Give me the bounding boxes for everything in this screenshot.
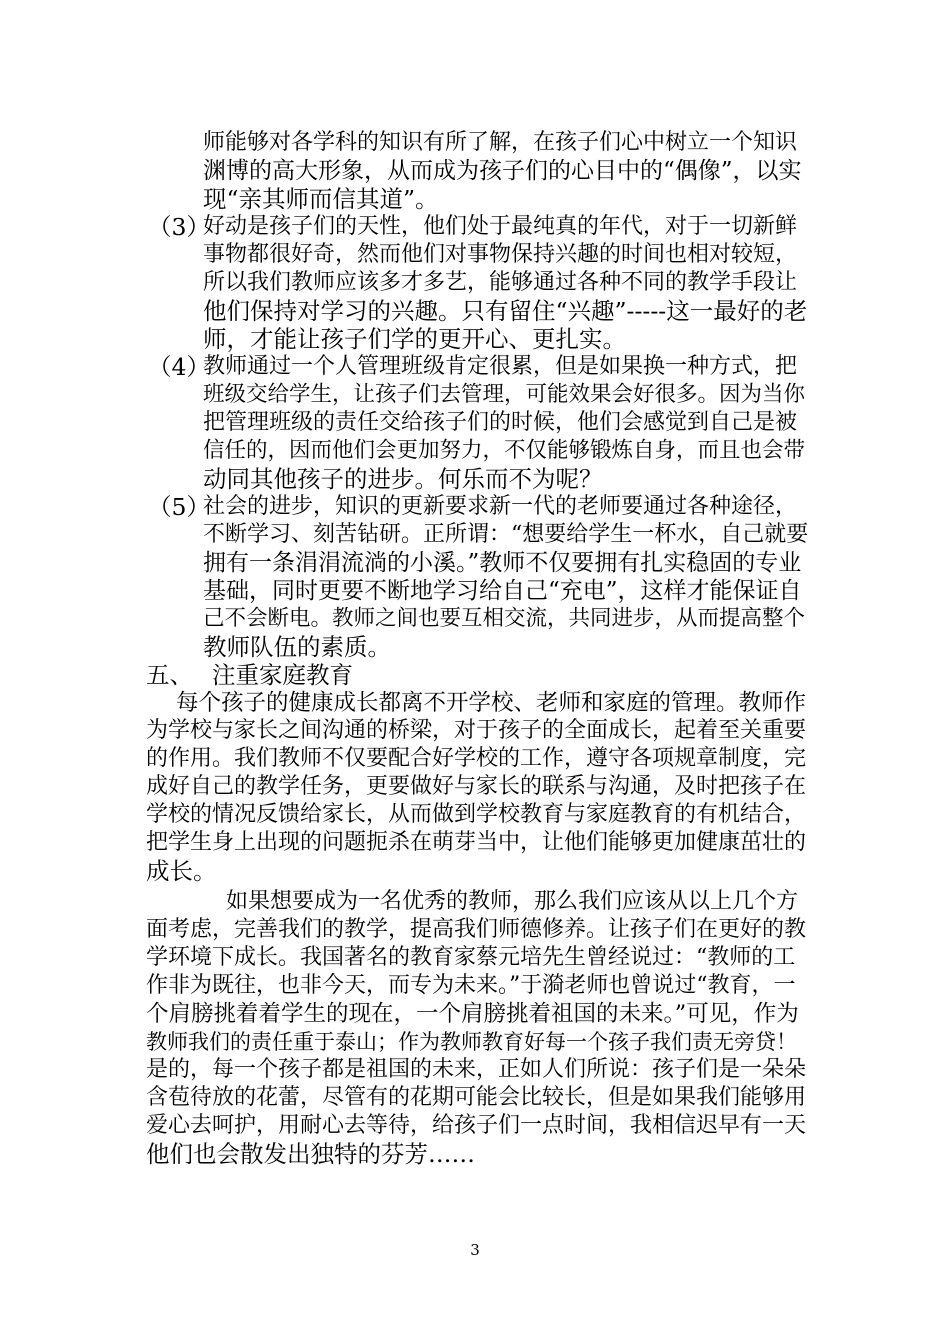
text-line: 成好自己的教学任务，更要做好与家长的联系与沟通，及时把孩子在 [146, 774, 807, 799]
text-line: 的作用。我们教师不仅要配合好学校的工作，遵守各项规章制度，完 [146, 746, 807, 771]
text-line: 含苞待放的花蕾，尽管有的花期可能会比较长，但是如果我们能够用 [146, 1085, 807, 1110]
text-line: 基础，同时更要不断地学习给自己“充电”，这样才能保证自 [203, 578, 802, 604]
text-line: 把学生身上出现的问题扼杀在萌芽当中，让他们能够更加健康茁壮的 [146, 830, 807, 855]
text-line: 他们保持对学习的兴趣。只有留住“兴趣”-----这一最好的老 [203, 297, 808, 325]
text-line: 他们也会散发出独特的芬芳…… [146, 1140, 475, 1168]
text-line: 现“亲其师而信其道”。 [203, 185, 439, 213]
text-line: 拥有一条涓涓流淌的小溪。”教师不仅要拥有扎实稳固的专业 [203, 550, 802, 576]
text-line: 师能够对各学科的知识有所了解，在孩子们心中树立一个知识 [203, 130, 798, 155]
text-line: 学环境下成长。我国著名的教育家蔡元培先生曾经说过：“教师的工 [146, 945, 796, 970]
list-item-number: （5） [148, 493, 210, 521]
text-line: 教师队伍的素质。 [203, 633, 391, 661]
text-line: 为学校与家长之间沟通的桥梁，对于孩子的全面成长，起着至关重要 [146, 718, 807, 743]
text-line: 事物都很好奇，然而他们对事物保持兴趣的时间也相对较短， [203, 242, 798, 267]
text-line: 师，才能让孩子们学的更开心、更扎实。 [203, 325, 626, 353]
text-line: 学校的情况反馈给家长，从而做到学校教育与家庭教育的有机结合， [146, 802, 807, 827]
text-line: 己不会断电。教师之间也要互相交流，共同进步，从而提高整个 [203, 606, 806, 631]
text-line: 渊博的高大形象，从而成为孩子们的心目中的“偶像”，以实 [203, 158, 802, 184]
text-line: 每个孩子的健康成长都离不开学校、老师和家庭的管理。教师作 [176, 690, 807, 716]
text-line: 所以我们教师应该多才多艺，能够通过各种不同的教学手段让 [203, 270, 798, 295]
text-line: 不断学习、刻苦钻研。正所谓：“想要给学生一杯水，自己就要 [203, 522, 809, 547]
page-number: 3 [470, 1241, 480, 1259]
text-line: 动同其他孩子的进步。何乐而不为呢？ [203, 465, 603, 493]
text-line: 教师通过一个人管理班级肯定很累，但是如果换一种方式，把 [203, 354, 798, 379]
text-line: 面考虑，完善我们的教学，提高我们师德修养。让孩子们在更好的教 [146, 917, 807, 942]
text-line: 班级交给学生，让孩子们去管理，可能效果会好很多。因为当你 [203, 382, 806, 407]
text-line: 爱心去呵护，用耐心去等待，给孩子们一点时间，我相信迟早有一天 [146, 1113, 807, 1138]
text-line: 个肩膀挑着着学生的现在，一个肩膀挑着祖国的未来。”可见，作为 [146, 1001, 799, 1027]
section-title: 注重家庭教育 [212, 661, 353, 689]
text-line: 如果想要成为一名优秀的教师，那么我们应该从以上几个方 [226, 889, 799, 914]
text-line: 社会的进步，知识的更新要求新一代的老师要通过各种途径， [203, 494, 798, 519]
text-line: 成长。 [146, 857, 217, 885]
text-line: 作非为既往，也非今天，而专为未来。”于漪老师也曾说过“教育，一 [146, 973, 796, 998]
text-line: 是的，每一个孩子都是祖国的未来，正如人们所说：孩子们是一朵朵 [146, 1057, 807, 1082]
text-line: 教师我们的责任重于泰山；作为教师教育好每一个孩子我们责无旁贷！ [146, 1030, 797, 1054]
list-item-number: （3） [148, 213, 210, 241]
text-line: 好动是孩子们的天性，他们处于最纯真的年代，对于一切新鲜 [203, 214, 798, 239]
section-number: 五、 [146, 661, 193, 689]
list-item-number: （4） [148, 353, 210, 381]
text-line: 信任的，因而他们会更加努力，不仅能够锻炼自身，而且也会带 [203, 438, 806, 463]
text-line: 把管理班级的责任交给孩子们的时候，他们会感觉到自己是被 [203, 410, 798, 435]
